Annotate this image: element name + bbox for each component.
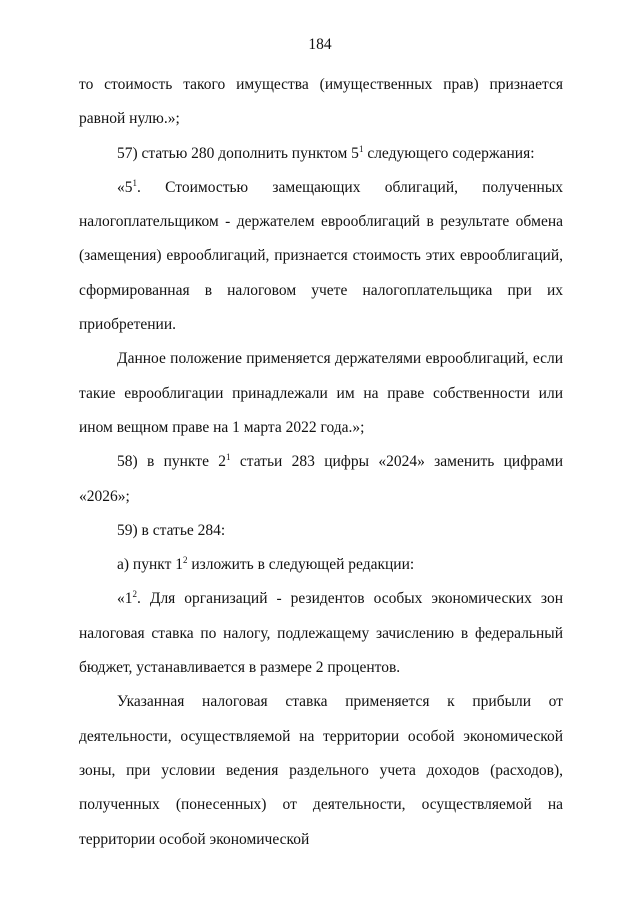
paragraph-point-1-2 [79,582,563,685]
paragraph-provision [79,342,563,445]
superscript: 1 [132,177,137,188]
superscript: 1 [358,143,364,154]
paragraph-text: следующего содержания: [363,144,535,162]
page-number: 184 [308,36,332,53]
paragraph-item-59 [79,514,563,548]
paragraph-subitem-a [79,548,563,582]
paragraph-item-58 [79,445,563,514]
paragraph-text: «5 [117,178,133,196]
paragraph-text: . Стоимостью замещающих облигаций, полученных налогоплательщиком - держателем еврооблигаций в результате обмена (замещения) еврооблигаций, признается стоимость этих еврооблигаций, сформированная в налоговом учете налогоплательщика при их приобретении. [79,178,563,334]
superscript: 2 [182,555,188,566]
paragraph-item-57 [79,137,563,171]
document-body [79,68,563,857]
paragraph-text: изложить в следующей редакции: [187,556,415,574]
paragraph-text: . Для организаций - резидентов особых экономических зон налоговая ставка по налогу, подлежащему зачислению в федеральный бюджет, устанавливается в размере 2 процентов. [79,590,563,677]
paragraph-text: статьи 283 цифры «2024» заменить цифрами «2026»; [79,453,563,505]
paragraph-text: 58) в пункте 2 [117,453,227,471]
paragraph-continuation [79,68,563,137]
paragraph-text: 59) в статье 284: [117,521,226,539]
superscript: 1 [226,452,231,463]
paragraph-text: а) пункт 1 [117,556,183,574]
paragraph-tax-rate [79,685,563,856]
superscript: 2 [132,589,137,600]
paragraph-text: Указанная налоговая ставка применяется к прибыли от деятельности, осуществляемой на территории особой экономической зоны, при условии ведения раздельного учета доходов (расходов), полученных (понесенных) от деятельности, осуществляемой на территории особой экономической [79,693,563,848]
paragraph-text: 57) статью 280 дополнить пунктом 5 [117,144,359,162]
paragraph-text: Данное положение применяется держателями еврооблигаций, если такие еврооблигации принадлежали им на праве собственности или ином вещном праве на 1 марта 2022 года.»; [79,350,563,436]
paragraph-text: «1 [117,590,133,608]
paragraph-point-5-1 [79,171,563,342]
paragraph-text: то стоимость такого имущества (имущественных прав) признается равной нулю.»; [79,76,563,128]
